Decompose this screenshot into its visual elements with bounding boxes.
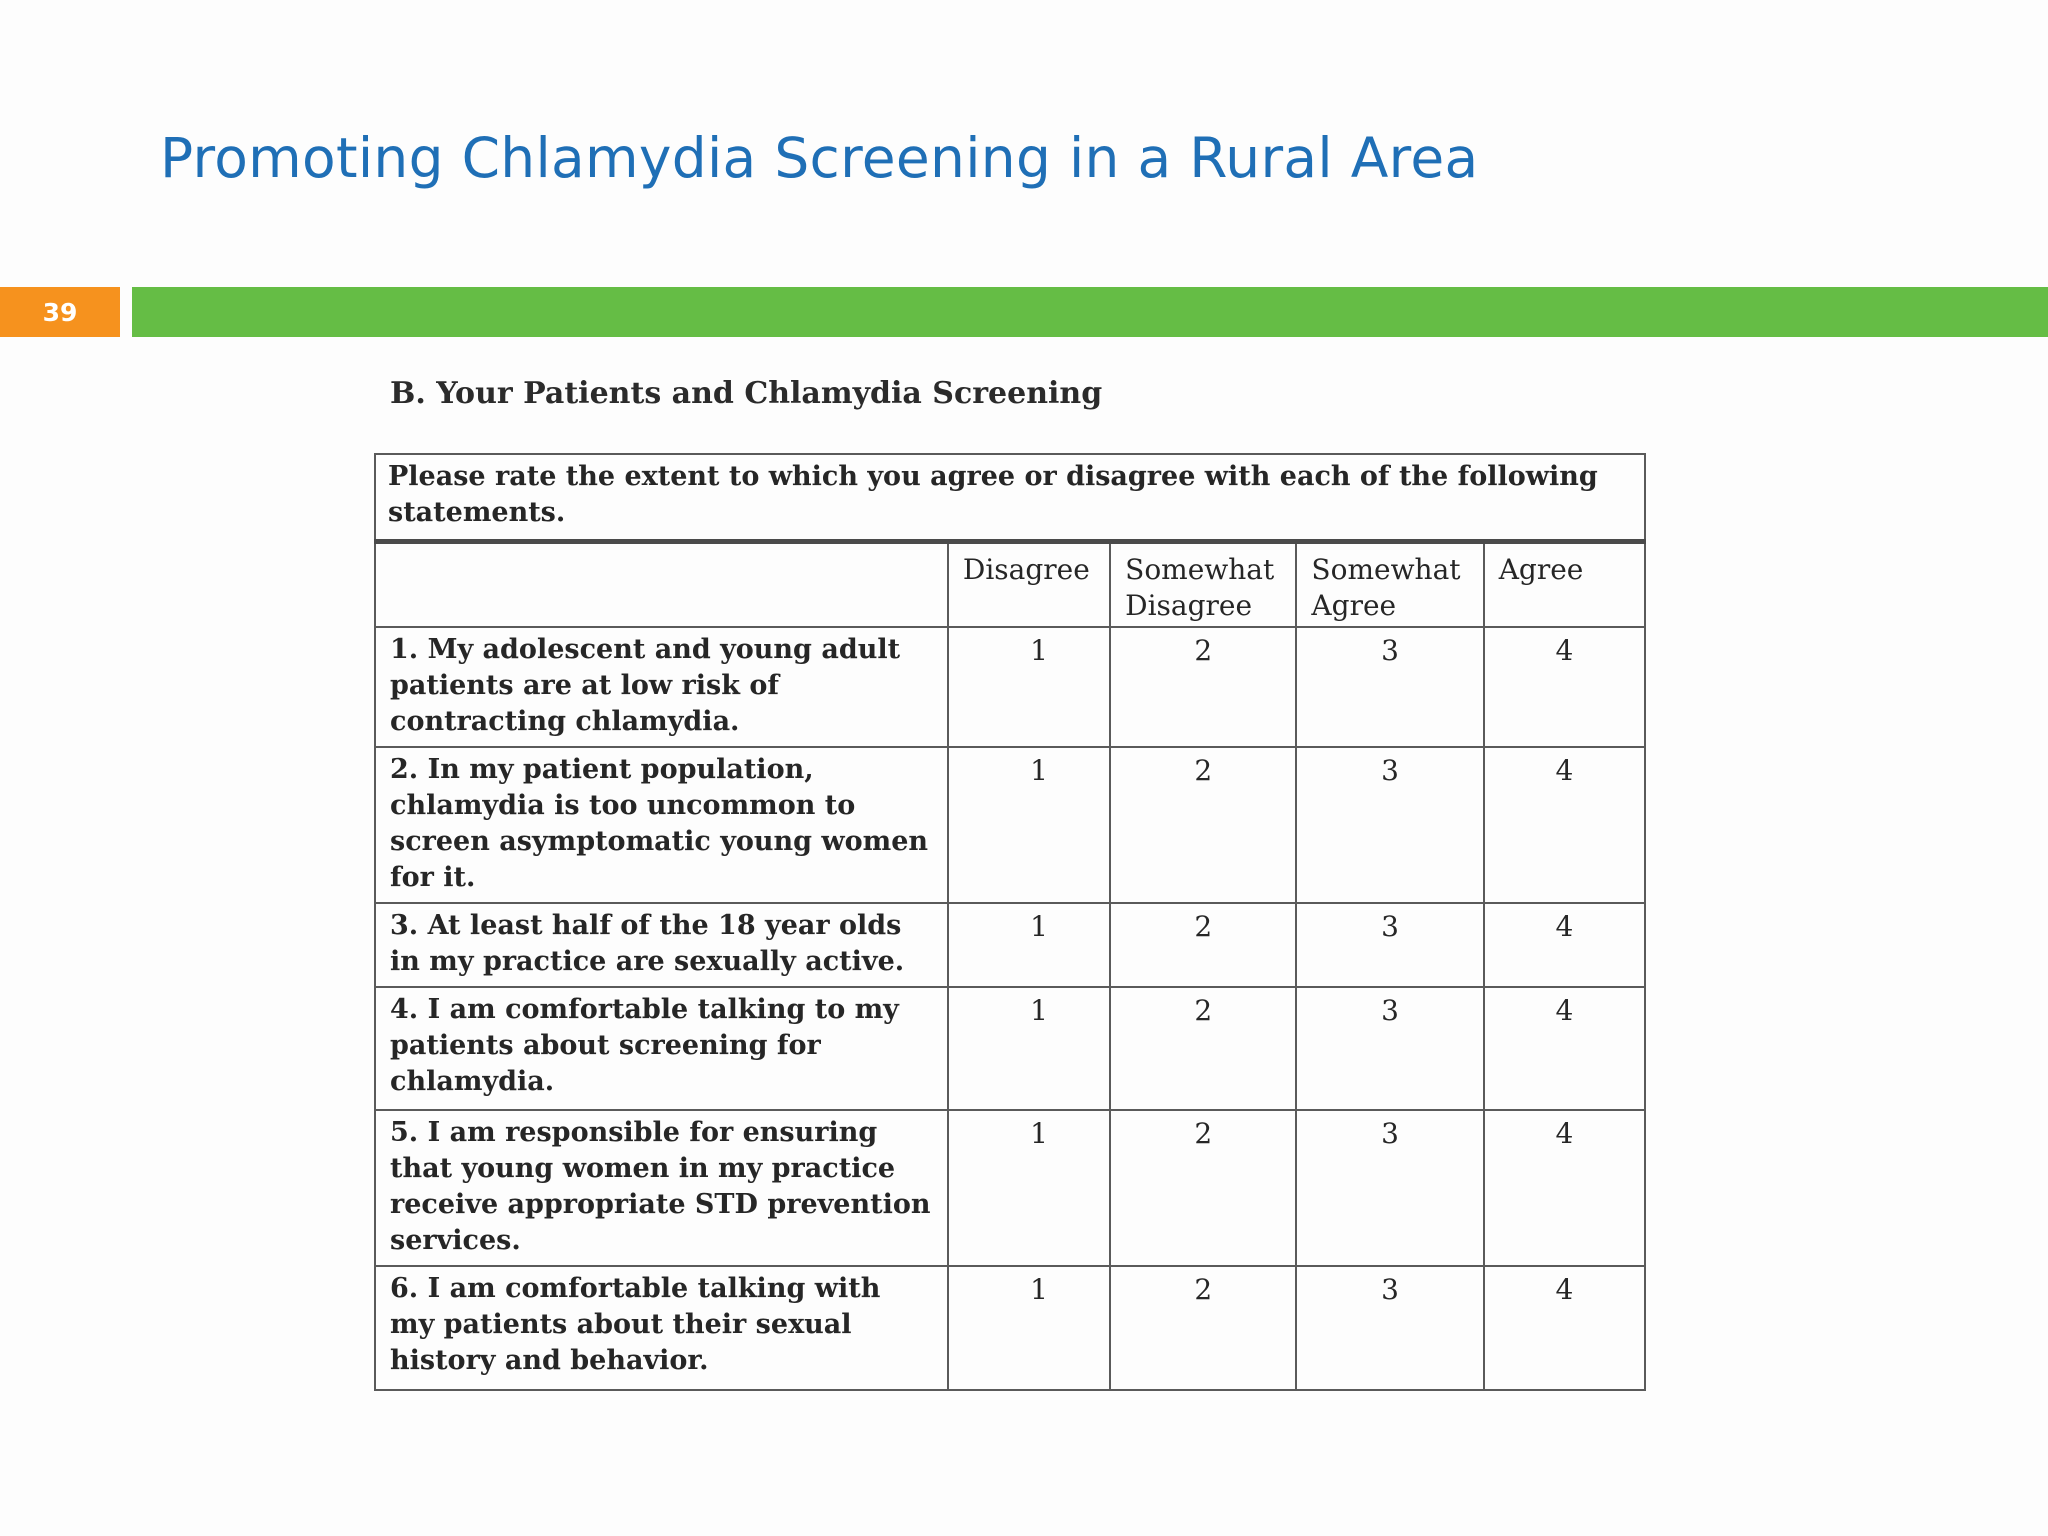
score-value: 2 [1194,634,1213,667]
score-option[interactable] [1110,1266,1296,1390]
score-option[interactable] [948,1266,1110,1390]
score-option[interactable] [948,627,1110,747]
score-option[interactable] [1296,1266,1483,1390]
score-option[interactable] [1110,747,1296,903]
score-option[interactable] [948,1110,1110,1266]
column-header-row [375,542,1645,628]
score-option[interactable] [1110,903,1296,987]
score-value: 1 [1030,910,1048,943]
score-option[interactable] [1484,1266,1645,1390]
score-value: 2 [1194,754,1213,787]
score-option[interactable] [1484,747,1645,903]
header-blank-cell [375,542,948,628]
score-option[interactable] [1296,747,1483,903]
statement-cell: 2. In my patient population, chlamydia is too uncommon to screen asymptomatic young women for it. [375,747,948,903]
score-value: 4 [1555,634,1574,667]
table-row [375,1110,1645,1266]
score-value: 3 [1381,754,1399,787]
section-heading: B. Your Patients and Chlamydia Screening [390,376,1103,411]
table-row [375,627,1645,747]
score-value: 4 [1555,754,1574,787]
table-row [375,903,1645,987]
header-accent-bar [132,287,2048,337]
score-option[interactable] [1484,903,1645,987]
score-option[interactable] [948,903,1110,987]
score-value: 3 [1381,910,1399,943]
score-value: 1 [1030,994,1048,1027]
statement-cell: 6. I am comfortable talking with my patients about their sexual history and behavior. [375,1266,948,1390]
score-value: 3 [1381,994,1399,1027]
score-value: 3 [1381,634,1399,667]
score-option[interactable] [1110,627,1296,747]
instruction-text: Please rate the extent to which you agree or disagree with each of the following statements. [375,454,1645,542]
score-value: 4 [1555,994,1574,1027]
slide-title: Promoting Chlamydia Screening in a Rural Area [160,126,1479,190]
score-value: 4 [1555,1273,1574,1306]
score-option[interactable] [1484,987,1645,1110]
instruction-row [375,454,1645,542]
score-option[interactable] [1296,987,1483,1110]
score-value: 2 [1194,910,1213,943]
score-option[interactable] [1110,987,1296,1110]
score-value: 2 [1194,994,1213,1027]
score-value: 1 [1030,754,1048,787]
score-option[interactable] [1296,903,1483,987]
statement-cell: 4. I am comfortable talking to my patients about screening for chlamydia. [375,987,948,1110]
score-option[interactable] [1296,627,1483,747]
score-value: 1 [1030,1117,1048,1150]
survey-table [374,453,1646,1391]
score-value: 4 [1555,910,1574,943]
score-value: 1 [1030,634,1048,667]
score-value: 2 [1194,1117,1213,1150]
score-value: 3 [1381,1273,1399,1306]
score-value: 4 [1555,1117,1574,1150]
score-option[interactable] [1110,1110,1296,1266]
score-option[interactable] [948,987,1110,1110]
score-value: 2 [1194,1273,1213,1306]
score-option[interactable] [1296,1110,1483,1266]
statement-cell: 1. My adolescent and young adult patients are at low risk of contracting chlamydia. [375,627,948,747]
statement-cell: 5. I am responsible for ensuring that young women in my practice receive appropriate STD prevention services. [375,1110,948,1266]
score-option[interactable] [1484,627,1645,747]
statement-cell: 3. At least half of the 18 year olds in my practice are sexually active. [375,903,948,987]
scanned-survey-image [360,370,1890,1376]
score-option[interactable] [948,747,1110,903]
score-value: 1 [1030,1273,1048,1306]
column-header-somewhat-agree: Somewhat Agree [1296,542,1483,628]
score-option[interactable] [1484,1110,1645,1266]
column-header-agree: Agree [1484,542,1645,628]
column-header-disagree: Disagree [948,542,1110,628]
table-row [375,1266,1645,1390]
table-row [375,747,1645,903]
score-value: 3 [1381,1117,1399,1150]
table-row [375,987,1645,1110]
slide-number-badge: 39 [0,287,120,337]
column-header-somewhat-disagree: Somewhat Disagree [1110,542,1296,628]
